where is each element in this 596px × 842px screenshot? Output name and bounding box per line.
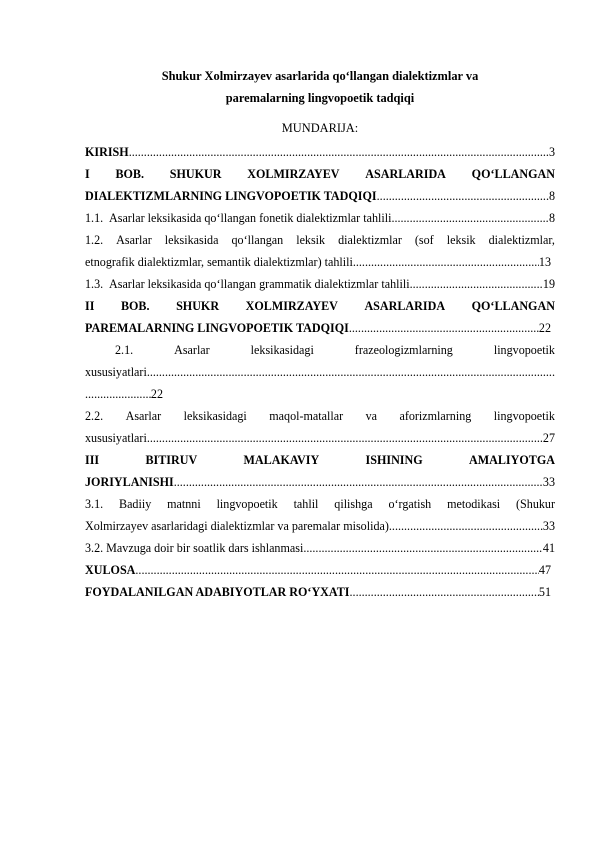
toc-leader-dots (129, 141, 549, 163)
toc-word: XOLMIRZAYEV (245, 299, 338, 313)
toc-word: QO‘LLANGAN (471, 299, 555, 313)
toc-leader-dots (303, 537, 543, 559)
toc-chapter-1-heading[interactable] (85, 163, 555, 185)
toc-word: metodikasi (447, 497, 501, 511)
toc-section-2-1-continuation[interactable] (85, 383, 163, 405)
toc-page-number: 8 (548, 211, 555, 225)
toc-page-number: 47 (538, 563, 551, 577)
toc-word: Asarlar (125, 409, 162, 423)
toc-word: BOB. (115, 167, 145, 181)
toc-page-number: 22 (538, 321, 551, 335)
toc-entry-label: 3.2. Mavzuga doir bir soatlik dars ishlanmasi (85, 541, 304, 555)
toc-word: qilishga (334, 497, 373, 511)
toc-leader-dots (174, 471, 543, 493)
toc-section-2-1-entry[interactable] (85, 361, 555, 383)
toc-leader-dots (147, 427, 543, 449)
toc-word: qo‘llangan (231, 233, 284, 247)
toc-page-number: 8 (548, 189, 555, 203)
toc-page-number: 33 (542, 475, 555, 489)
toc-word: XOLMIRZAYEV (247, 167, 340, 181)
toc-word: leksikasida (164, 233, 219, 247)
toc-word: tahlil (293, 497, 319, 511)
toc-entry-label: XULOSA (85, 563, 136, 577)
toc-word: 2.2. (85, 409, 104, 423)
toc-page-number: 19 (542, 277, 555, 291)
toc-page-number: 33 (542, 519, 555, 533)
toc-word: lingvopoetik (493, 343, 555, 357)
toc-word: 1.2. (85, 233, 104, 247)
toc-page-number: 3 (548, 145, 555, 159)
toc-section-2-1-heading[interactable] (115, 339, 555, 361)
toc-page-number: 51 (538, 585, 551, 599)
toc-word: QO‘LLANGAN (471, 167, 555, 181)
toc-section-3-1-entry[interactable] (85, 515, 555, 537)
toc-word: frazeologizmlarning (354, 343, 453, 357)
toc-entry-label: Asarlar leksikasida qo‘llangan fonetik dialektizmlar tahlili (109, 211, 392, 225)
toc-word: 2.1. (115, 343, 134, 357)
toc-leader-dots (377, 185, 549, 207)
toc-word: ASARLARIDA (364, 299, 446, 313)
toc-word: lingvopoetik (216, 497, 278, 511)
toc-section-1-2-heading[interactable] (85, 229, 555, 251)
toc-word: leksik (296, 233, 326, 247)
toc-word: Badiiy (119, 497, 152, 511)
toc-word: va (365, 409, 377, 423)
toc-entry-references[interactable] (85, 581, 551, 603)
toc-word: ASARLARIDA (365, 167, 446, 181)
toc-entry-label: Xolmirzayev asarlaridagi dialektizmlar va paremalar misolida) (85, 519, 389, 533)
toc-word: SHUKUR (169, 167, 222, 181)
toc-entry-label: DIALEKTIZMLARNING LINGVOPOETIK TADQIQI (85, 189, 377, 203)
toc-page-number: 13 (538, 255, 551, 269)
toc-word: AMALIYOTGA (468, 453, 555, 467)
toc-word: matnni (167, 497, 201, 511)
toc-leader-dots (350, 581, 539, 603)
toc-word: BITIRUV (145, 453, 198, 467)
toc-section-number: 1.3. (85, 277, 104, 291)
document-title-line-1: Shukur Xolmirzayev asarlarida qo‘llangan dialektizmlar va (161, 69, 479, 83)
toc-word: aforizmlarning (399, 409, 472, 423)
toc-entry-kirish[interactable] (85, 141, 555, 163)
toc-section-3-2[interactable] (85, 537, 555, 559)
toc-word: dialektizmlar, (488, 233, 555, 247)
toc-leader-dots (135, 559, 539, 581)
toc-entry-label: etnografik dialektizmlar, semantik dialektizmlar) tahlili (85, 255, 353, 269)
toc-word: lingvopoetik (493, 409, 555, 423)
toc-entry-label: KIRISH (85, 145, 129, 159)
toc-page-number: 41 (542, 541, 555, 555)
toc-leader-dots (349, 317, 539, 339)
toc-chapter-1-entry[interactable] (85, 185, 555, 207)
toc-word: leksikasidagi (250, 343, 314, 357)
toc-entry-label: FOYDALANILGAN ADABIYOTLAR RO‘YXATI (85, 585, 350, 599)
contents-heading: MUNDARIJA: (281, 121, 359, 135)
toc-section-1-3[interactable] (85, 273, 555, 295)
toc-leader-dots (389, 515, 543, 537)
toc-word: 3.1. (85, 497, 104, 511)
toc-word: SHUKR (176, 299, 220, 313)
toc-leader-dots (147, 361, 555, 383)
toc-entry-label: xususiyatlari (85, 365, 147, 379)
toc-entry-label: JORIYLANISHI (85, 475, 174, 489)
toc-word: III (85, 453, 100, 467)
toc-word: dialektizmlar (338, 233, 402, 247)
toc-entry-label: xususiyatlari (85, 431, 147, 445)
toc-word: (sof (414, 233, 434, 247)
toc-word: Asarlar (174, 343, 210, 357)
toc-word: ISHINING (365, 453, 423, 467)
toc-word: o‘rgatish (388, 497, 432, 511)
toc-word: Asarlar (116, 233, 152, 247)
toc-section-1-1[interactable] (85, 207, 555, 229)
toc-leader-dots (353, 251, 539, 273)
toc-word: leksikasidagi (183, 409, 247, 423)
toc-chapter-2-entry[interactable] (85, 317, 551, 339)
toc-leader-dots (85, 383, 151, 405)
toc-page-number: 27 (542, 431, 555, 445)
toc-word: II (85, 299, 95, 313)
toc-leader-dots (391, 207, 549, 229)
toc-word: leksik (446, 233, 476, 247)
toc-word: (Shukur (516, 497, 555, 511)
toc-chapter-2-heading[interactable] (85, 295, 555, 317)
toc-leader-dots (410, 273, 543, 295)
toc-section-1-2-entry[interactable] (85, 251, 551, 273)
toc-section-3-1-heading[interactable] (85, 493, 555, 515)
toc-chapter-3-heading[interactable] (85, 449, 555, 471)
toc-page-number: 22 (150, 387, 163, 401)
toc-entry-label: PAREMALARNING LINGVOPOETIK TADQIQI (85, 321, 349, 335)
toc-section-2-2-heading[interactable] (85, 405, 555, 427)
toc-word: maqol-matallar (269, 409, 344, 423)
document-title-line-2: paremalarning lingvopoetik tadqiqi (225, 91, 415, 105)
toc-word: MALAKAVIY (243, 453, 320, 467)
toc-entry-label: Asarlar leksikasida qo‘llangan grammatik dialektizmlar tahlili (109, 277, 410, 291)
toc-section-number: 1.1. (85, 211, 104, 225)
toc-entry-xulosa[interactable] (85, 559, 551, 581)
toc-word: BOB. (120, 299, 150, 313)
toc-chapter-3-entry[interactable] (85, 471, 555, 493)
toc-word: I (85, 167, 90, 181)
toc-section-2-2-entry[interactable] (85, 427, 555, 449)
